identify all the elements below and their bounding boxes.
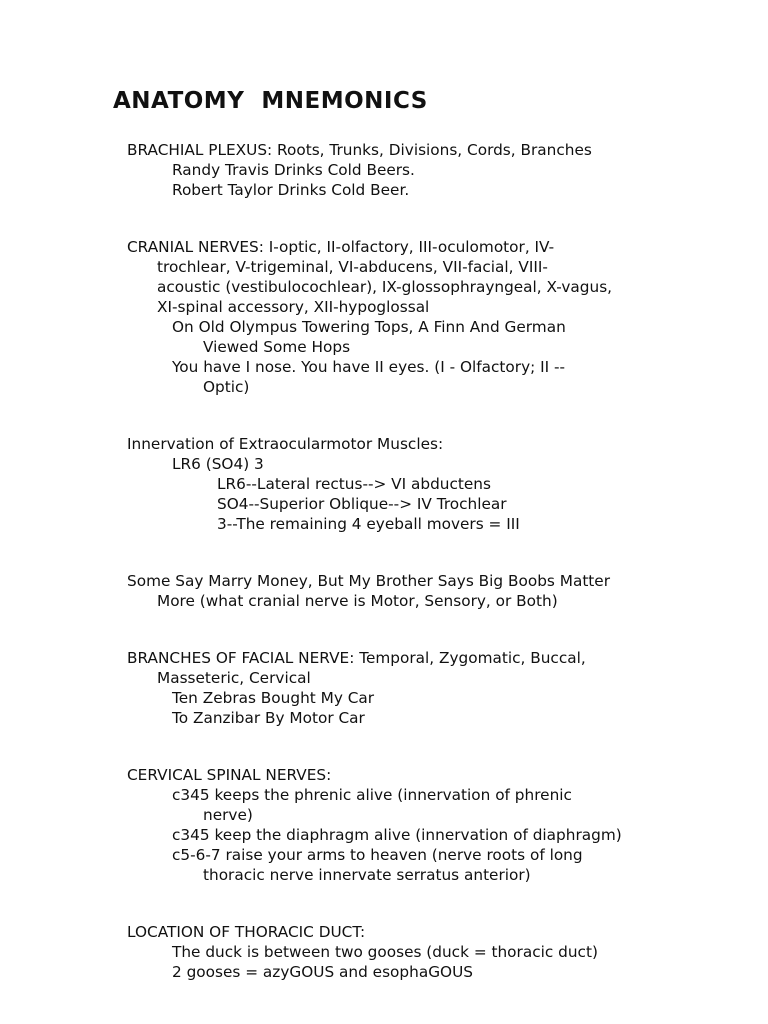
cervical-serratus-line-1: c5-6-7 raise your arms to heaven (nerve roots of long xyxy=(172,846,583,864)
brachial-mnemonic-1: Randy Travis Drinks Cold Beers. xyxy=(172,161,415,179)
cranial-mnemonic-2-line-1: You have I nose. You have II eyes. (I - Olfactory; II -- xyxy=(172,358,566,376)
brachial-plexus-heading: BRACHIAL PLEXUS: Roots, Trunks, Divisions, Cords, Branches xyxy=(127,141,592,159)
motor-sensory-mnemonic-line-1: Some Say Marry Money, But My Brother Says Big Boobs Matter xyxy=(127,572,611,590)
thoracic-duct-heading: LOCATION OF THORACIC DUCT: xyxy=(127,923,366,941)
cervical-diaphragm-line: c345 keep the diaphragm alive (innervation of diaphragm) xyxy=(172,826,622,844)
cervical-nerves-heading: CERVICAL SPINAL NERVES: xyxy=(127,766,332,784)
cranial-nerves-heading-line-2: trochlear, V-trigeminal, VI-abducens, VII-facial, VIII- xyxy=(157,258,548,276)
cranial-mnemonic-2-line-2: Optic) xyxy=(203,378,250,396)
motor-sensory-mnemonic-line-2: More (what cranial nerve is Motor, Sensory, or Both) xyxy=(157,592,558,610)
page-title: ANATOMY MNEMONICS xyxy=(113,88,428,114)
cranial-nerves-heading-line-3: acoustic (vestibulocochlear), IX-glossophrayngeal, X-vagus, xyxy=(157,278,613,296)
extraocular-detail-3: 3--The remaining 4 eyeball movers = III xyxy=(217,515,520,533)
thoracic-duct-mnemonic-1: The duck is between two gooses (duck = thoracic duct) xyxy=(172,943,598,961)
brachial-mnemonic-2: Robert Taylor Drinks Cold Beer. xyxy=(172,181,410,199)
facial-nerve-heading-line-2: Masseteric, Cervical xyxy=(157,669,311,687)
cervical-serratus-line-2: thoracic nerve innervate serratus anterior) xyxy=(203,866,531,884)
facial-mnemonic-1: Ten Zebras Bought My Car xyxy=(172,689,375,707)
cranial-nerves-heading-line-1: CRANIAL NERVES: I-optic, II-olfactory, III-oculomotor, IV- xyxy=(127,238,555,256)
extraocular-rule: LR6 (SO4) 3 xyxy=(172,455,264,473)
cervical-phrenic-line-1: c345 keeps the phrenic alive (innervation of phrenic xyxy=(172,786,572,804)
extraocular-detail-2: SO4--Superior Oblique--> IV Trochlear xyxy=(217,495,507,513)
extraocular-heading: Innervation of Extraocularmotor Muscles: xyxy=(127,435,444,453)
thoracic-duct-mnemonic-2: 2 gooses = azyGOUS and esophaGOUS xyxy=(172,963,473,981)
cranial-mnemonic-1-line-1: On Old Olympus Towering Tops, A Finn And German xyxy=(172,318,566,336)
cervical-phrenic-line-2: nerve) xyxy=(203,806,253,824)
cranial-nerves-heading-line-4: XI-spinal accessory, XII-hypoglossal xyxy=(157,298,430,316)
facial-nerve-heading-line-1: BRANCHES OF FACIAL NERVE: Temporal, Zygomatic, Buccal, xyxy=(127,649,586,667)
cranial-mnemonic-1-line-2: Viewed Some Hops xyxy=(203,338,351,356)
facial-mnemonic-2: To Zanzibar By Motor Car xyxy=(172,709,365,727)
extraocular-detail-1: LR6--Lateral rectus--> VI abductens xyxy=(217,475,491,493)
